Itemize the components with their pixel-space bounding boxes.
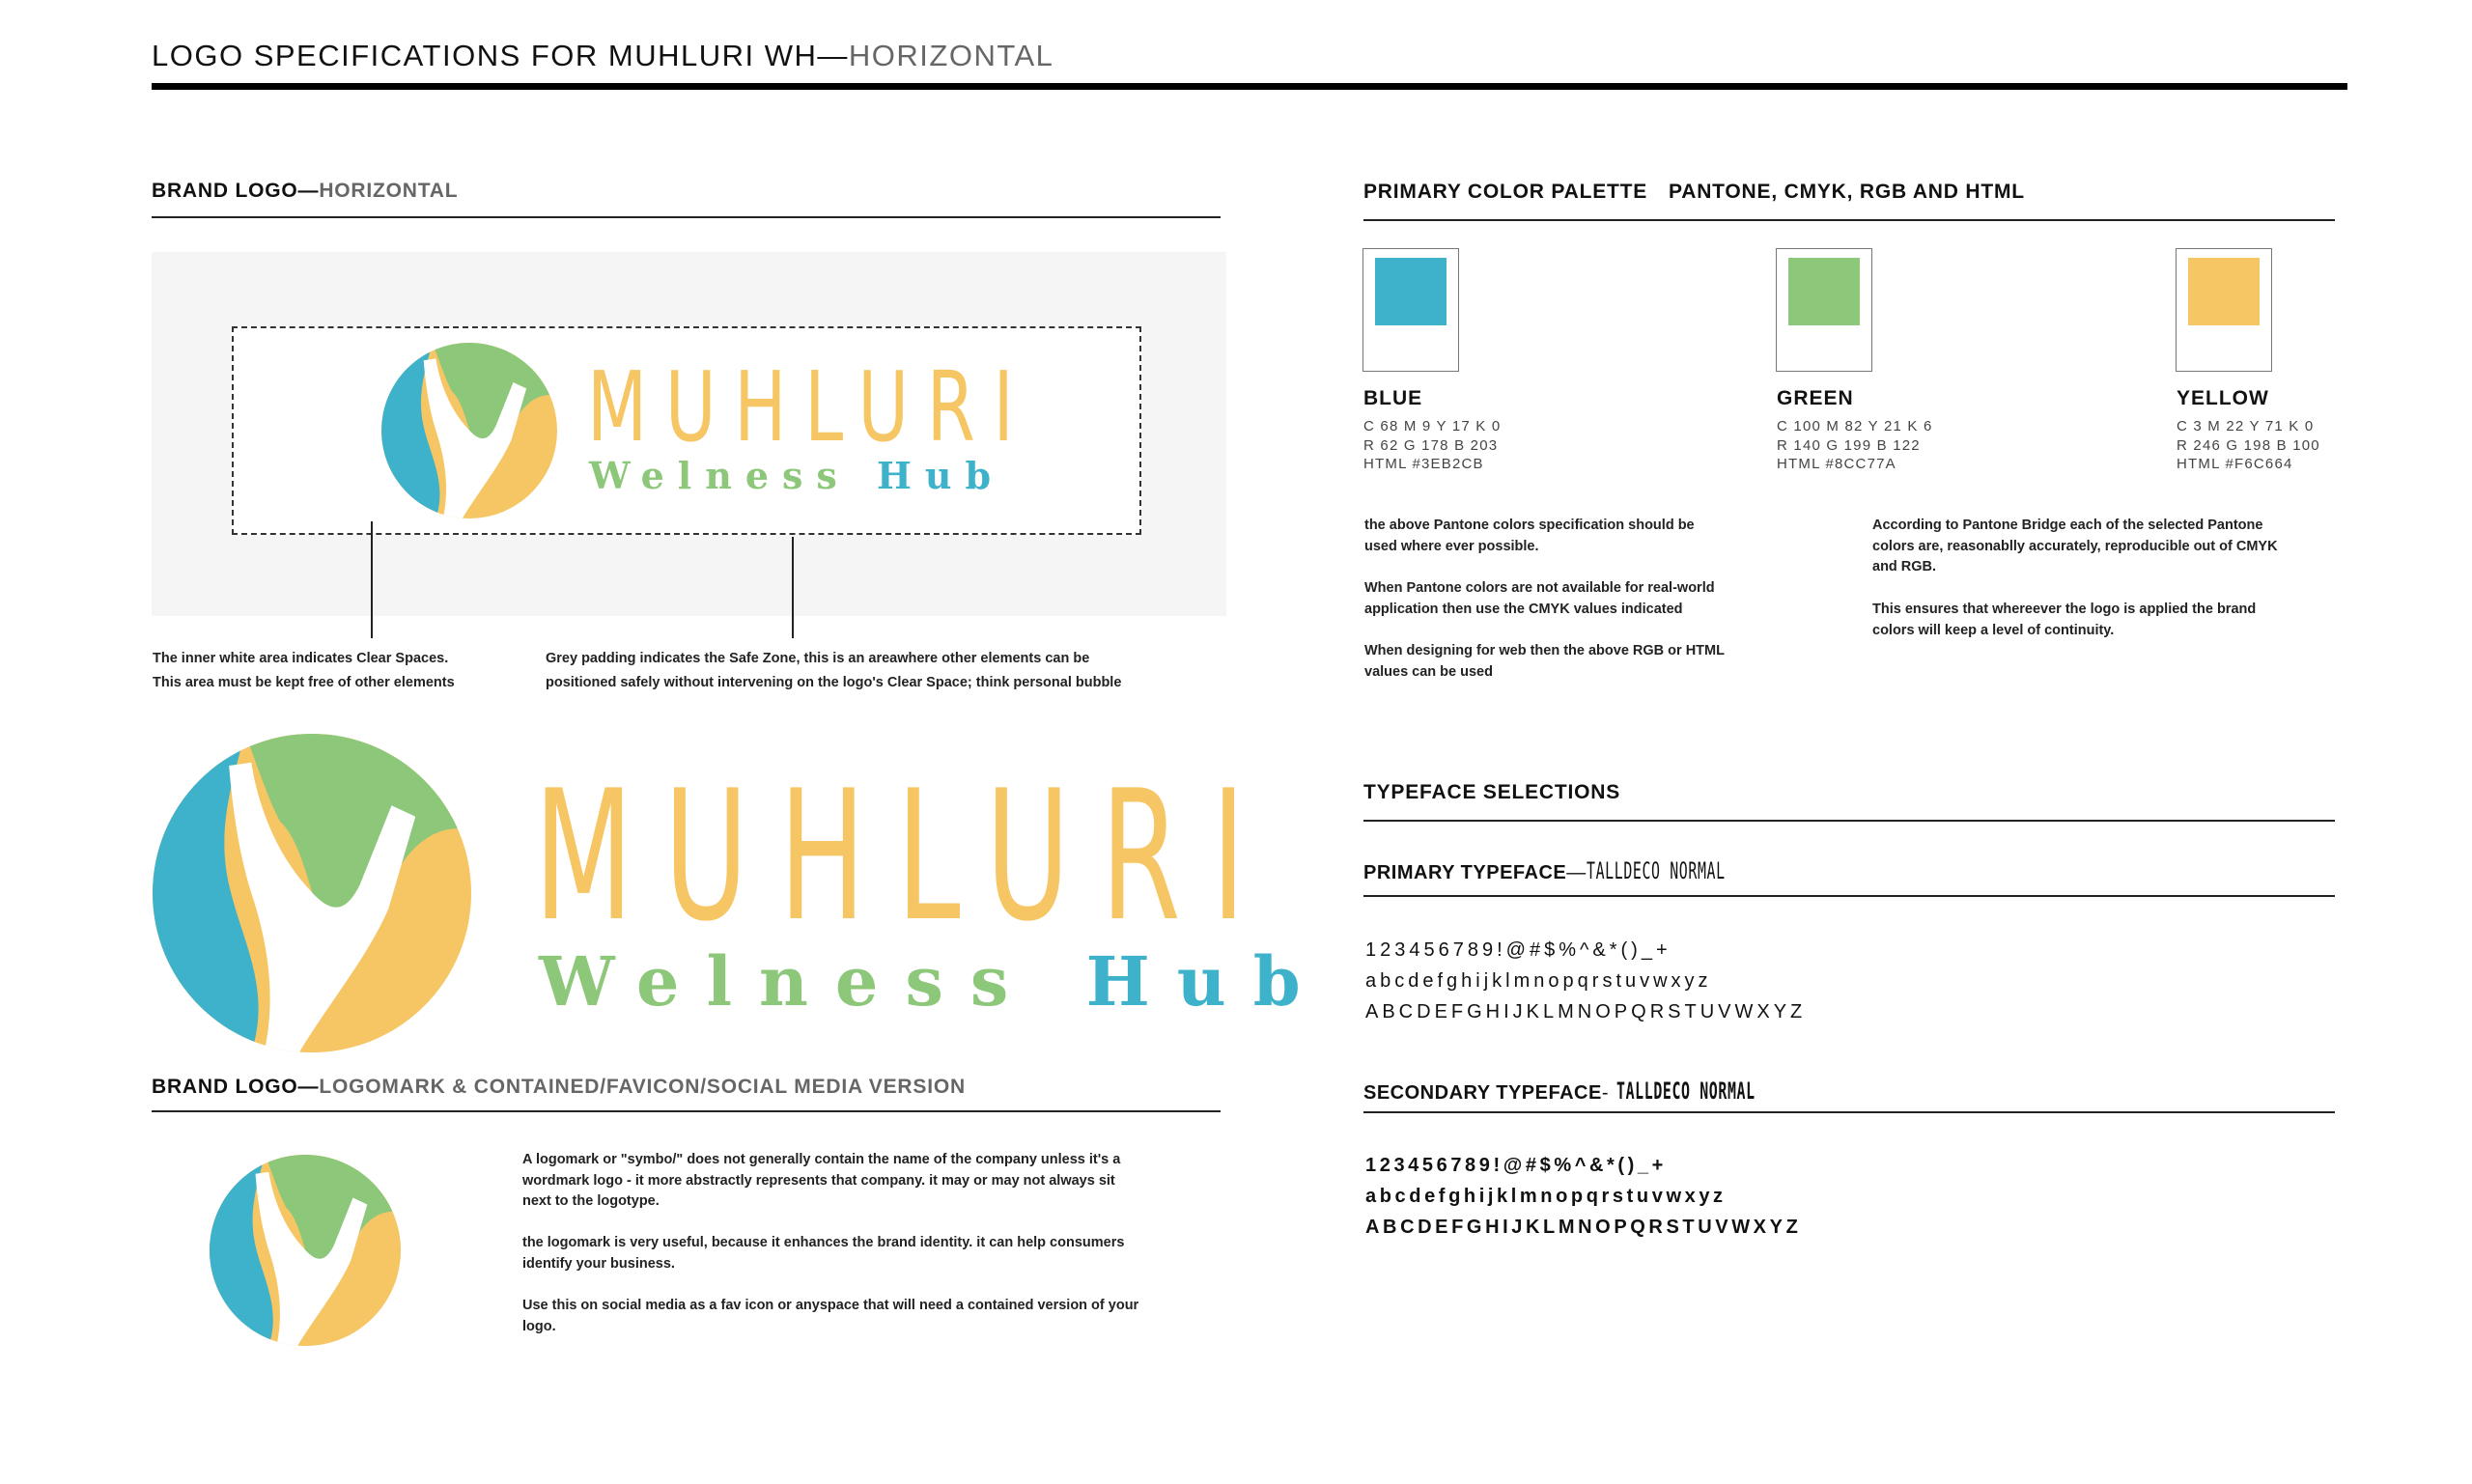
leader-clear-space <box>371 521 373 638</box>
section-rule <box>1363 219 2335 221</box>
swatch-green-fill <box>1788 258 1860 325</box>
page-title-sub: HORIZONTAL <box>848 39 1054 72</box>
color-name-blue: BLUE <box>1363 387 1423 409</box>
section-rule <box>1363 820 2335 822</box>
primary-typeface-row <box>1363 857 1811 884</box>
primary-glyphs: 123456789!@#$%^&*()_+ abcdefghijklmnopqrstuvwxyz ABCDEFGHIJKLMNOPQRSTUVWXYZ <box>1365 939 1807 1022</box>
primary-typeface-label: PRIMARY TYPEFACE <box>1363 862 1567 883</box>
page-title <box>152 39 1053 73</box>
color-name-green: GREEN <box>1777 387 1854 409</box>
primary-typeface-dash: — <box>1566 862 1587 883</box>
swatch-blue <box>1362 248 1459 372</box>
secondary-typeface-label: SECONDARY TYPEFACE <box>1363 1082 1602 1104</box>
palette-note-right-2: This ensures that whereever the logo is applied the brand colors will keep a level of continuity. <box>1872 602 2257 638</box>
logomark-icon <box>210 1155 401 1346</box>
logomark-para-2: the logomark is very useful, because it enhances the brand identity. it can help consumers identify your business. <box>522 1235 1125 1272</box>
section-rule <box>1363 895 2335 897</box>
note-clear-space: The inner white area indicates Clear Spaces. This area must be kept free of other elements <box>153 651 455 690</box>
page-title-main: LOGO SPECIFICATIONS FOR MUHLURI WH <box>152 39 818 72</box>
tagline-welness: Welness <box>539 941 1036 1022</box>
page-title-dash: — <box>817 39 849 72</box>
section-rule <box>152 1110 1221 1112</box>
logomark-contained <box>210 1155 401 1346</box>
logomark-para-1: A logomark or "symbo/" does not generally contain the name of the company unless it's a wordmark logo - it more abstractly represents that company. it may or may not always sit next to the logotype. <box>522 1152 1121 1209</box>
heading-label: BRAND LOGO <box>152 180 298 202</box>
logomark-para-3: Use this on social media as a fav icon or anyspace that will need a contained version of your logo. <box>522 1298 1139 1334</box>
color-spec-green: C 100 M 82 Y 21 K 6 R 140 G 199 B 122 HTML #8CC77A <box>1777 418 1933 472</box>
color-spec-blue: C 68 M 9 Y 17 K 0 R 62 G 178 B 203 HTML #3EB2CB <box>1363 418 1502 472</box>
swatch-green <box>1776 248 1872 372</box>
primary-typeface-name: TALLDECO NORMAL <box>1586 857 1726 884</box>
secondary-typeface-name: TALLDECO NORMAL <box>1616 1078 1756 1105</box>
logo-small-wordmark: MUHLURI <box>587 350 1032 463</box>
color-spec-yellow: C 3 M 22 Y 71 K 0 R 246 G 198 B 100 HTML #F6C664 <box>2177 418 2320 472</box>
heading-sub: LOGOMARK & CONTAINED/FAVICON/SOCIAL MEDIA VERSION <box>319 1076 966 1098</box>
heading-sub: HORIZONTAL <box>319 180 459 202</box>
palette-note-left-3: When designing for web then the above RGB or HTML values can be used <box>1364 643 1725 680</box>
section-rule <box>1363 1111 2335 1113</box>
section-rule <box>152 216 1221 218</box>
typeface-heading: TYPEFACE SELECTIONS <box>1363 781 1621 803</box>
color-name-yellow: YELLOW <box>2177 387 2269 409</box>
tagline-welness: Welness <box>589 454 851 497</box>
leader-safe-zone <box>792 537 794 638</box>
secondary-typeface-dash: - <box>1601 1082 1609 1104</box>
palette-note-left-2: When Pantone colors are not available for real-world application then use the CMYK values indicated <box>1364 580 1715 617</box>
secondary-glyphs: 123456789!@#$%^&*()_+ abcdefghijklmnopqrstuvwxyz ABCDEFGHIJKLMNOPQRSTUVWXYZ <box>1365 1155 1802 1238</box>
secondary-typeface-row <box>1363 1078 1840 1105</box>
palette-heading: PRIMARY COLOR PALETTE <box>1363 181 1648 203</box>
logo-large-mark <box>153 734 471 1052</box>
palette-note-left-1: the above Pantone colors specification should be used where ever possible. <box>1364 518 1695 554</box>
section-brand-logo-horizontal-heading <box>152 180 458 203</box>
swatch-blue-fill <box>1375 258 1447 325</box>
heading-label: BRAND LOGO <box>152 1076 298 1098</box>
tagline-hub: Hub <box>1085 941 1328 1022</box>
logo-large-wordmark: MUHLURI <box>534 751 1277 961</box>
heading-dash: — <box>297 1076 320 1098</box>
swatch-yellow <box>2176 248 2272 372</box>
logomark-icon <box>153 734 471 1052</box>
note-safe-zone: Grey padding indicates the Safe Zone, this is an areawhere other elements can be positioned safely without intervening on the logo's Clear Space; think personal bubble <box>546 651 1122 690</box>
section-brand-logomark-heading <box>152 1076 966 1099</box>
swatch-yellow-fill <box>2188 258 2260 325</box>
header-rule <box>152 83 2347 90</box>
logo-small-tagline <box>589 454 1004 497</box>
heading-dash: — <box>297 180 320 202</box>
tagline-hub: Hub <box>877 454 1005 497</box>
palette-note-right-1: According to Pantone Bridge each of the selected Pantone colors are, reasonablly accurately, reproducible out of CMYK and RGB. <box>1872 518 2278 574</box>
logomark-icon <box>381 343 557 518</box>
palette-subheading: PANTONE, CMYK, RGB AND HTML <box>1669 181 2025 203</box>
logo-large-tagline <box>539 941 1328 1022</box>
logo-small-mark <box>381 343 557 518</box>
